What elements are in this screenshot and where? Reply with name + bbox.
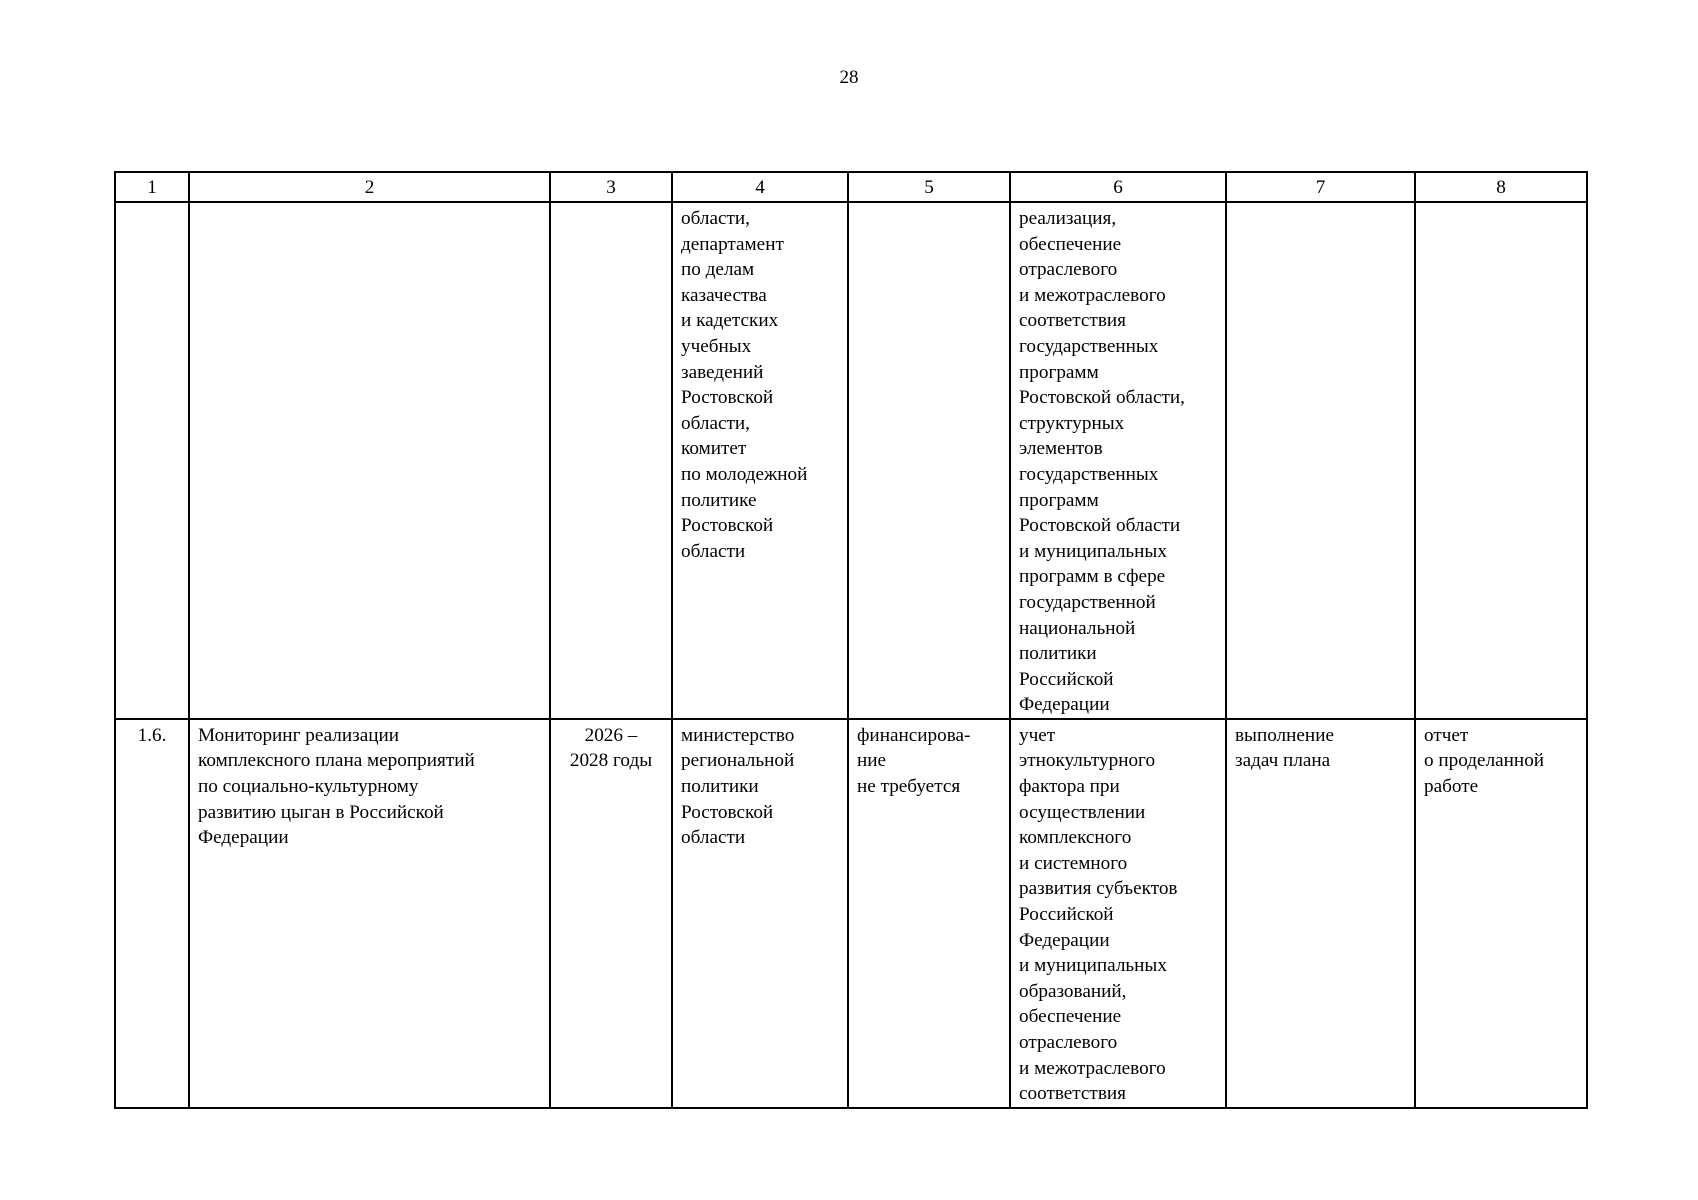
- column-header-5: 5: [848, 172, 1010, 202]
- cell-indicator: [1226, 202, 1415, 719]
- cell-event: [189, 719, 550, 1108]
- cell-text: министерство региональной политики Ростовской области: [681, 724, 795, 849]
- plan-table: [114, 171, 1588, 1109]
- cell-event: [189, 202, 550, 719]
- cell-text: отчет о проделанной работе: [1424, 724, 1545, 798]
- cell-result: [1010, 719, 1226, 1108]
- cell-text: Мониторинг реализации комплексного плана мероприятий по социально-культурному развитию цыган в Российской Федерации: [198, 724, 475, 849]
- cell-text: учет этнокультурного фактора при осуществлении комплексного и системного развития субъектов Российской Федерации и муниципальных образований, обеспечение отраслевого и межотраслевого соответствия: [1019, 724, 1178, 1105]
- cell-number: [115, 202, 189, 719]
- cell-result: [1010, 202, 1226, 719]
- cell-financing: [848, 202, 1010, 719]
- cell-period: [550, 719, 672, 1108]
- cell-number: [115, 719, 189, 1108]
- column-header-3: 3: [550, 172, 672, 202]
- cell-executors: [672, 202, 848, 719]
- column-header-1: 1: [115, 172, 189, 202]
- cell-text: выполнение задач плана: [1235, 724, 1334, 772]
- table-row-1-6: [115, 719, 1587, 1108]
- cell-text: 1.6.: [137, 724, 167, 746]
- column-header-2: 2: [189, 172, 550, 202]
- cell-report: [1415, 719, 1587, 1108]
- cell-text: 2026 – 2028 годы: [569, 724, 653, 772]
- column-header-8: 8: [1415, 172, 1587, 202]
- cell-financing: [848, 719, 1010, 1108]
- cell-indicator: [1226, 719, 1415, 1108]
- cell-text: области, департамент по делам казачества и кадетских учебных заведений Ростовской области, комитет по молодежной политике Ростовской области: [681, 208, 808, 562]
- cell-text: реализация, обеспечение отраслевого и межотраслевого соответствия государственных программ Ростовской области, структурных элементов государственных программ Ростовской области и муниципальных программ в сфере государственной национальной политики Российской Федерации: [1019, 208, 1185, 716]
- column-header-4: 4: [672, 172, 848, 202]
- cell-report: [1415, 202, 1587, 719]
- cell-executors: [672, 719, 848, 1108]
- column-header-6: 6: [1010, 172, 1226, 202]
- cell-period: [550, 202, 672, 719]
- table-header-row: [115, 172, 1587, 202]
- cell-text: финансирова- ние не требуется: [857, 724, 971, 798]
- table-row-continuation: [115, 202, 1587, 719]
- page-number: 28: [839, 67, 859, 88]
- column-header-7: 7: [1226, 172, 1415, 202]
